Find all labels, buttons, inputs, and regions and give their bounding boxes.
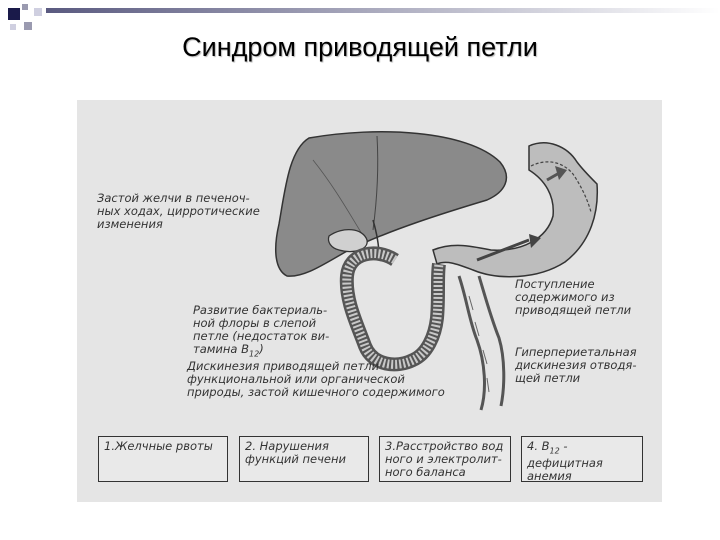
outcome-box-3-text: 3.Расстройство вод ного и электролит- ного баланса bbox=[385, 439, 504, 479]
efferent-loop bbox=[459, 276, 484, 410]
deco-square-2 bbox=[22, 4, 28, 10]
deco-square-4 bbox=[34, 8, 42, 16]
gallbladder-shape bbox=[328, 230, 367, 252]
header-gradient-bar bbox=[46, 8, 720, 13]
deco-square-5 bbox=[10, 24, 16, 30]
outcome-box-1-text: 1.Желчные рвоты bbox=[104, 439, 213, 453]
deco-square-3 bbox=[24, 22, 32, 30]
outcome-box-2 bbox=[239, 436, 369, 482]
label-bile-stasis: Застой желчи в печеноч- ных ходах, цирротические изменения bbox=[97, 191, 260, 231]
deco-square-1 bbox=[8, 8, 20, 20]
slide-title: Синдром приводящей петли bbox=[182, 32, 538, 62]
outcome-box-2-text: 2. Нарушения функций печени bbox=[245, 439, 346, 466]
outcome-box-4-text: 4. $B_{12}$ - дефицитная анемия bbox=[527, 439, 603, 484]
outcome-box-3 bbox=[379, 436, 511, 482]
label-inflow: Поступление содержимого из приводящей петли bbox=[515, 277, 632, 317]
outcome-box-1 bbox=[98, 436, 228, 482]
diagram-figure bbox=[77, 100, 662, 502]
label-dyskinesia: Дискинезия приводящей петли функциональной или органической природы, застой кишечного содержимого bbox=[187, 359, 445, 399]
label-bacterial-flora: Развитие бактериаль- ной флоры в слепой петле (недостаток ви- тамина $B_{12}$) bbox=[193, 303, 330, 359]
label-hyperperistalsis: Гиперпериетальная дискинезия отводя- щей петли bbox=[515, 345, 637, 385]
outcome-box-4 bbox=[521, 436, 643, 482]
